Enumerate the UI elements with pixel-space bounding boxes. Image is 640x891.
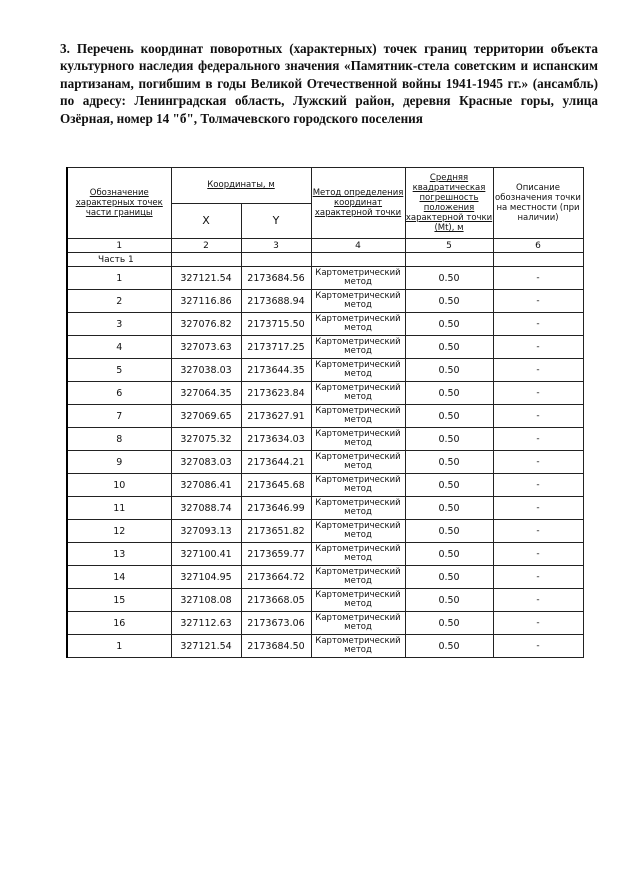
point-number-cell: 15 — [67, 589, 171, 612]
x-coordinate-cell: 327073.63 — [171, 336, 241, 359]
x-coordinate-cell: 327076.82 — [171, 313, 241, 336]
y-coordinate-cell: 2173634.03 — [241, 428, 311, 451]
table-row — [67, 405, 583, 428]
method-cell: Картометрический метод — [311, 474, 405, 497]
table-row — [67, 520, 583, 543]
method-cell: Картометрический метод — [311, 313, 405, 336]
header-point: Обозначение характерных точек части границы — [67, 168, 171, 239]
point-number-cell: 3 — [67, 313, 171, 336]
part-row — [67, 253, 583, 267]
x-coordinate-cell: 327075.32 — [171, 428, 241, 451]
column-number: 2 — [171, 239, 241, 253]
error-cell: 0.50 — [405, 336, 493, 359]
description-cell: - — [493, 382, 583, 405]
point-number-cell: 1 — [67, 635, 171, 658]
method-cell: Картометрический метод — [311, 566, 405, 589]
point-number-cell: 5 — [67, 359, 171, 382]
column-number: 1 — [67, 239, 171, 253]
x-coordinate-cell: 327069.65 — [171, 405, 241, 428]
point-number-cell: 2 — [67, 290, 171, 313]
column-number: 4 — [311, 239, 405, 253]
empty-cell — [493, 253, 583, 267]
x-coordinate-cell: 327038.03 — [171, 359, 241, 382]
table-row — [67, 474, 583, 497]
method-cell: Картометрический метод — [311, 290, 405, 313]
document-title: 3. Перечень координат поворотных (характерных) точек границ территории объекта культурного наследия федерального значения «Памятник-стела советским и испанским партизанам, погибшим в годы Великой Отечественной войны 1941-1945 гг.» (ансамбль) по адресу: Ленинградская область, Лужский район, деревня Красные горы, улица Озёрная, номер 14 "б", Толмачевского городского поселения — [60, 41, 598, 126]
table-row — [67, 382, 583, 405]
error-cell: 0.50 — [405, 290, 493, 313]
point-number-cell: 11 — [67, 497, 171, 520]
description-cell: - — [493, 290, 583, 313]
error-cell: 0.50 — [405, 520, 493, 543]
description-cell: - — [493, 474, 583, 497]
method-cell: Картометрический метод — [311, 336, 405, 359]
coordinates-table — [66, 167, 584, 658]
empty-cell — [311, 253, 405, 267]
y-coordinate-cell: 2173623.84 — [241, 382, 311, 405]
header-y: Y — [241, 203, 311, 239]
y-coordinate-cell: 2173673.06 — [241, 612, 311, 635]
column-number: 6 — [493, 239, 583, 253]
x-coordinate-cell: 327121.54 — [171, 635, 241, 658]
description-cell: - — [493, 520, 583, 543]
point-number-cell: 10 — [67, 474, 171, 497]
point-number-cell: 4 — [67, 336, 171, 359]
header-description: Описание обозначения точки на местности (при наличии) — [493, 168, 583, 239]
x-coordinate-cell: 327104.95 — [171, 566, 241, 589]
method-cell: Картометрический метод — [311, 359, 405, 382]
table-row — [67, 428, 583, 451]
error-cell: 0.50 — [405, 313, 493, 336]
table-row — [67, 290, 583, 313]
point-number-cell: 7 — [67, 405, 171, 428]
method-cell: Картометрический метод — [311, 428, 405, 451]
error-cell: 0.50 — [405, 267, 493, 290]
y-coordinate-cell: 2173645.68 — [241, 474, 311, 497]
y-coordinate-cell: 2173717.25 — [241, 336, 311, 359]
method-cell: Картометрический метод — [311, 405, 405, 428]
description-cell: - — [493, 428, 583, 451]
x-coordinate-cell: 327093.13 — [171, 520, 241, 543]
method-cell: Картометрический метод — [311, 543, 405, 566]
method-cell: Картометрический метод — [311, 589, 405, 612]
description-cell: - — [493, 405, 583, 428]
x-coordinate-cell: 327088.74 — [171, 497, 241, 520]
header-x: X — [171, 203, 241, 239]
method-cell: Картометрический метод — [311, 635, 405, 658]
table-row — [67, 359, 583, 382]
y-coordinate-cell: 2173644.35 — [241, 359, 311, 382]
x-coordinate-cell: 327083.03 — [171, 451, 241, 474]
header-error: Средняя квадратическая погрешность положения характерной точки (Mt), м — [405, 168, 493, 239]
error-cell: 0.50 — [405, 543, 493, 566]
method-cell: Картометрический метод — [311, 520, 405, 543]
x-coordinate-cell: 327112.63 — [171, 612, 241, 635]
x-coordinate-cell: 327086.41 — [171, 474, 241, 497]
error-cell: 0.50 — [405, 566, 493, 589]
description-cell: - — [493, 267, 583, 290]
description-cell: - — [493, 497, 583, 520]
error-cell: 0.50 — [405, 405, 493, 428]
error-cell: 0.50 — [405, 382, 493, 405]
error-cell: 0.50 — [405, 474, 493, 497]
method-cell: Картометрический метод — [311, 382, 405, 405]
error-cell: 0.50 — [405, 359, 493, 382]
table-row — [67, 497, 583, 520]
point-number-cell: 16 — [67, 612, 171, 635]
error-cell: 0.50 — [405, 635, 493, 658]
description-cell: - — [493, 359, 583, 382]
x-coordinate-cell: 327116.86 — [171, 290, 241, 313]
method-cell: Картометрический метод — [311, 612, 405, 635]
y-coordinate-cell: 2173688.94 — [241, 290, 311, 313]
error-cell: 0.50 — [405, 451, 493, 474]
x-coordinate-cell: 327108.08 — [171, 589, 241, 612]
table-row — [67, 543, 583, 566]
table-row — [67, 566, 583, 589]
description-cell: - — [493, 543, 583, 566]
header-row — [67, 168, 583, 204]
y-coordinate-cell: 2173684.50 — [241, 635, 311, 658]
error-cell: 0.50 — [405, 497, 493, 520]
point-number-cell: 12 — [67, 520, 171, 543]
point-number-cell: 13 — [67, 543, 171, 566]
description-cell: - — [493, 336, 583, 359]
point-number-cell: 6 — [67, 382, 171, 405]
y-coordinate-cell: 2173659.77 — [241, 543, 311, 566]
point-number-cell: 14 — [67, 566, 171, 589]
y-coordinate-cell: 2173664.72 — [241, 566, 311, 589]
description-cell: - — [493, 566, 583, 589]
part-label: Часть 1 — [67, 253, 171, 267]
error-cell: 0.50 — [405, 428, 493, 451]
description-cell: - — [493, 635, 583, 658]
description-cell: - — [493, 451, 583, 474]
x-coordinate-cell: 327064.35 — [171, 382, 241, 405]
description-cell: - — [493, 612, 583, 635]
description-cell: - — [493, 589, 583, 612]
y-coordinate-cell: 2173668.05 — [241, 589, 311, 612]
table-row — [67, 336, 583, 359]
table-row — [67, 635, 583, 658]
point-number-cell: 1 — [67, 267, 171, 290]
description-cell: - — [493, 313, 583, 336]
y-coordinate-cell: 2173627.91 — [241, 405, 311, 428]
y-coordinate-cell: 2173644.21 — [241, 451, 311, 474]
y-coordinate-cell: 2173715.50 — [241, 313, 311, 336]
y-coordinate-cell: 2173684.56 — [241, 267, 311, 290]
column-number: 5 — [405, 239, 493, 253]
x-coordinate-cell: 327121.54 — [171, 267, 241, 290]
column-number: 3 — [241, 239, 311, 253]
header-method: Метод определения координат характерной точки — [311, 168, 405, 239]
point-number-cell: 8 — [67, 428, 171, 451]
header-coords: Координаты, м — [171, 168, 311, 204]
table-row — [67, 267, 583, 290]
method-cell: Картометрический метод — [311, 267, 405, 290]
y-coordinate-cell: 2173651.82 — [241, 520, 311, 543]
x-coordinate-cell: 327100.41 — [171, 543, 241, 566]
table-row — [67, 451, 583, 474]
table-row — [67, 612, 583, 635]
method-cell: Картометрический метод — [311, 451, 405, 474]
point-number-cell: 9 — [67, 451, 171, 474]
table-row — [67, 589, 583, 612]
empty-cell — [171, 253, 241, 267]
table-row — [67, 313, 583, 336]
empty-cell — [241, 253, 311, 267]
method-cell: Картометрический метод — [311, 497, 405, 520]
empty-cell — [405, 253, 493, 267]
error-cell: 0.50 — [405, 612, 493, 635]
column-numbers-row — [67, 239, 583, 253]
y-coordinate-cell: 2173646.99 — [241, 497, 311, 520]
error-cell: 0.50 — [405, 589, 493, 612]
